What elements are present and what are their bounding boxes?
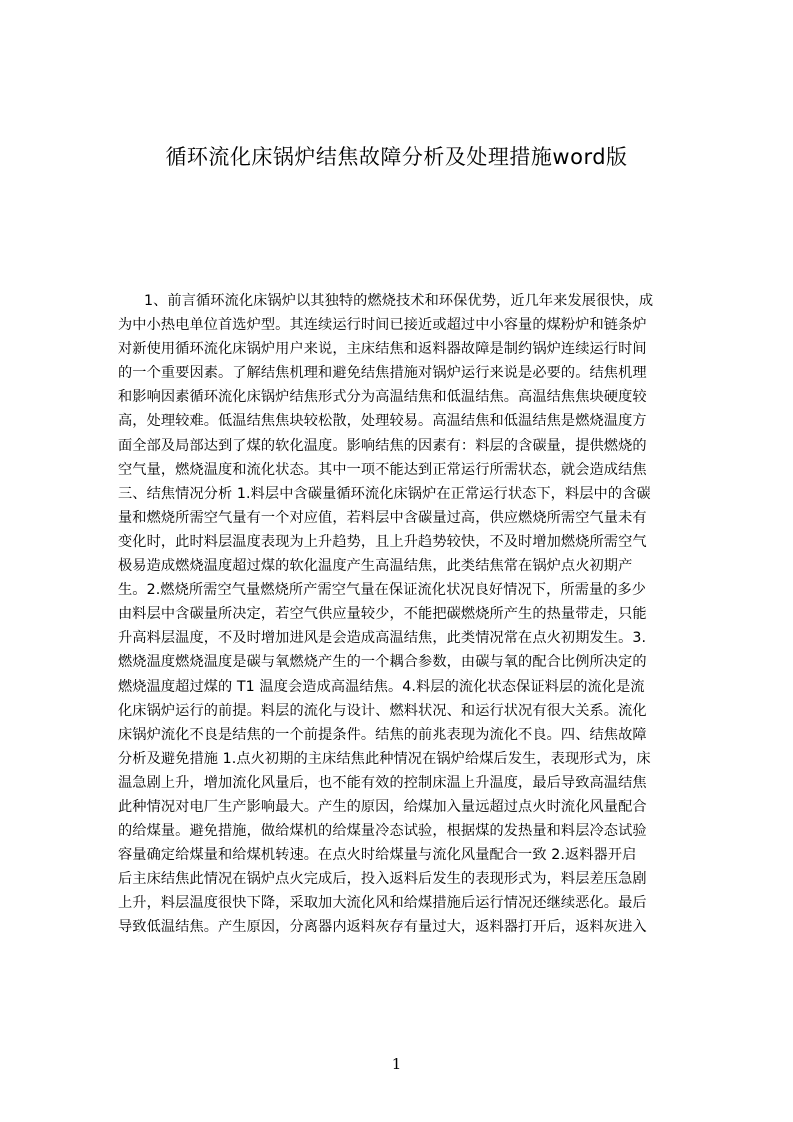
body-text-line: 变化时，此时料层温度表现为上升趋势，且上升趋势较快，不及时增加燃烧所需空气: [118, 533, 647, 550]
body-text-line: 面全部及局部达到了煤的软化温度。影响结焦的因素有：料层的含碳量，提供燃烧的: [118, 437, 647, 454]
body-text-line: 高，处理较难。低温结焦焦块较松散，处理较易。高温结焦和低温结焦是燃烧温度方: [118, 413, 647, 430]
body-text-line: 为中小热电单位首选炉型。其连续运行时间已接近或超过中小容量的煤粉炉和链条炉: [118, 317, 647, 334]
body-text-line: 后主床结焦此情况在锅炉点火完成后，投入返料后发生的表现形式为，料层差压急剧: [118, 871, 647, 888]
body-text-line: 燃烧温度超过煤的 T1 温度会造成高温结焦。4.料层的流化状态保证料层的流化是流: [118, 678, 645, 695]
document-title: 循环流化床锅炉结焦故障分析及处理措施word版: [165, 145, 628, 169]
body-text-line: 的一个重要因素。了解结焦机理和避免结焦措施对锅炉运行来说是必要的。结焦机理: [118, 365, 647, 382]
body-text-line: 对新使用循环流化床锅炉用户来说，主床结焦和返料器故障是制约锅炉连续运行时间: [118, 341, 647, 358]
body-text-line: 分析及避免措施 1.点火初期的主床结焦此种情况在锅炉给煤后发生，表现形式为，床: [118, 750, 651, 767]
body-text-line: 上升，料层温度很快下降，采取加大流化风和给煤措施后运行情况还继续恶化。最后: [118, 895, 647, 912]
body-text-line: 量和燃烧所需空气量有一个对应值，若料层中含碳量过高，供应燃烧所需空气量未有: [118, 509, 647, 526]
body-text-line: 空气量，燃烧温度和流化状态。其中一项不能达到正常运行所需状态，就会造成结焦: [118, 461, 647, 478]
body-text-line: 此种情况对电厂生产影响最大。产生的原因，给煤加入量远超过点火时流化风量配合: [118, 798, 647, 815]
document-body: [118, 289, 708, 940]
body-text-line: 床锅炉流化不良是结焦的一个前提条件。结焦的前兆表现为流化不良。四、结焦故障: [118, 726, 647, 743]
body-text-line: 容量确定给煤量和给煤机转速。在点火时给煤量与流化风量配合一致 2.返料器开启: [118, 847, 637, 864]
body-text-line: 生。2.燃烧所需空气量燃烧所产需空气量在保证流化状况良好情况下，所需量的多少: [118, 582, 647, 599]
body-text-line: 和影响因素循环流化床锅炉结焦形式分为高温结焦和低温结焦。高温结焦焦块硬度较: [118, 389, 647, 406]
body-text-line: 化床锅炉运行的前提。料层的流化与设计、燃料状况、和运行状况有很大关系。流化: [118, 702, 647, 719]
body-text-line: 升高料层温度，不及时增加进风是会造成高温结焦，此类情况常在点火初期发生。3.: [118, 630, 647, 647]
body-text-line: 导致低温结焦。产生原因，分离器内返料灰存有量过大，返料器打开后，返料灰进入: [118, 919, 647, 936]
page-number: 1: [391, 1055, 402, 1073]
body-text-line: 三、结焦情况分析 1.料层中含碳量循环流化床锅炉在正常运行状态下，料层中的含碳: [118, 485, 651, 502]
body-text-line: 由料层中含碳量所决定，若空气供应量较少，不能把碳燃烧所产生的热量带走，只能: [118, 606, 647, 623]
body-text-line: 1、前言循环流化床锅炉以其独特的燃烧技术和环保优势，近几年来发展很快，成: [144, 293, 654, 309]
body-text-line: 燃烧温度燃烧温度是碳与氧燃烧产生的一个耦合参数，由碳与氧的配合比例所决定的: [118, 654, 647, 671]
body-text-line: 温急剧上升，增加流化风量后，也不能有效的控制床温上升温度，最后导致高温结焦: [118, 774, 647, 791]
body-text-line: 极易造成燃烧温度超过煤的软化温度产生高温结焦，此类结焦常在锅炉点火初期产: [118, 558, 633, 575]
body-text-line: 的给煤量。避免措施，做给煤机的给煤量冷态试验，根据煤的发热量和料层冷态试验: [118, 823, 647, 840]
